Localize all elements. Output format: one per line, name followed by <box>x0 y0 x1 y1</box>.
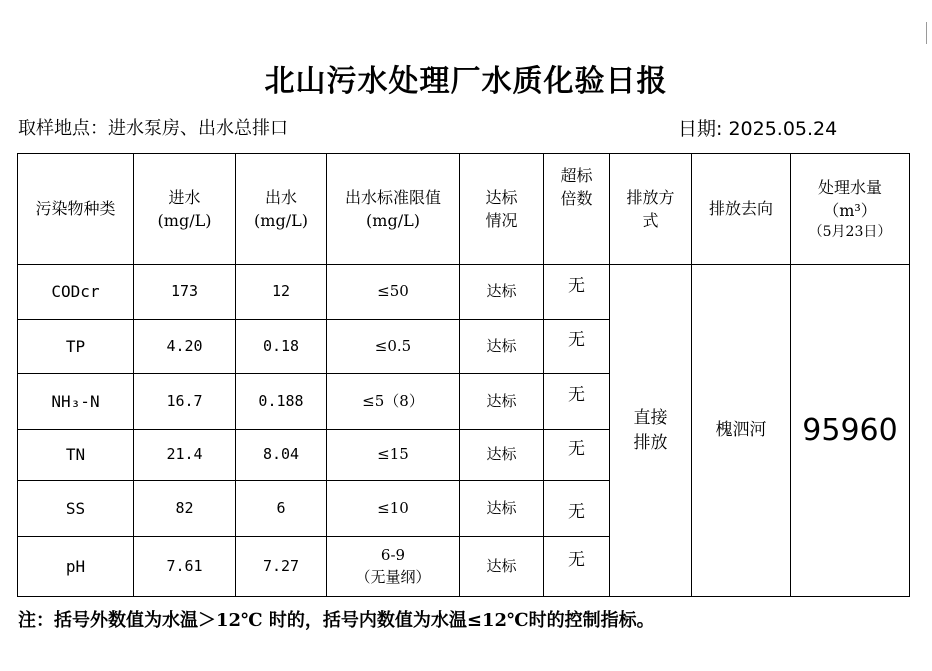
header-volume-unit: （m³） <box>823 200 877 220</box>
effluent-value: 0.18 <box>236 320 327 374</box>
exceed-value: 无 <box>568 275 585 296</box>
limit-value: ≤5（8） <box>327 374 460 430</box>
influent-value: 82 <box>134 481 236 537</box>
compliance-status: 达标 <box>460 265 544 320</box>
exceed-value: 无 <box>568 438 585 459</box>
pollutant-name: pH <box>18 537 134 597</box>
limit-value: ≤50 <box>327 265 460 320</box>
exceed-cell <box>544 374 610 430</box>
pollutant-name: SS <box>18 481 134 537</box>
limit-value: ≤0.5 <box>327 320 460 374</box>
header-compliance-line2: 情况 <box>485 211 518 230</box>
influent-value: 173 <box>134 265 236 320</box>
exceed-cell <box>544 481 610 537</box>
pollutant-name: TN <box>18 430 134 481</box>
header-method-line2: 式 <box>642 211 659 230</box>
effluent-value: 7.27 <box>236 537 327 597</box>
exceed-value: 无 <box>568 330 585 351</box>
table-row <box>18 265 910 320</box>
effluent-value: 12 <box>236 265 327 320</box>
effluent-value: 8.04 <box>236 430 327 481</box>
exceed-cell <box>544 430 610 481</box>
report-date: 日期: 2025.05.24 <box>678 118 838 140</box>
discharge-destination: 槐泗河 <box>692 265 791 597</box>
limit-value-cell <box>327 537 460 597</box>
header-limit-label: 出水标准限值 <box>344 187 441 207</box>
header-limit-unit: (mg/L) <box>366 211 420 230</box>
compliance-status: 达标 <box>460 374 544 430</box>
limit-value: ≤10 <box>327 481 460 537</box>
exceed-value: 无 <box>568 385 585 406</box>
effluent-value: 6 <box>236 481 327 537</box>
header-effluent-unit: (mg/L) <box>254 211 308 230</box>
header-pollutant-type: 污染物种类 <box>18 154 134 265</box>
header-exceed-line2: 倍数 <box>560 189 593 209</box>
header-method <box>610 154 692 265</box>
page-title: 北山污水处理厂水质化验日报 <box>264 64 668 99</box>
header-limit <box>327 154 460 265</box>
discharge-method-line1: 直接 <box>633 407 668 428</box>
header-influent-unit: (mg/L) <box>157 211 212 230</box>
table-header-row <box>18 154 910 265</box>
page-corner-mark <box>926 22 927 44</box>
header-exceed <box>544 154 610 265</box>
pollutant-name: TP <box>18 320 134 374</box>
pollutant-name: CODcr <box>18 265 134 320</box>
limit-value: 6-9 <box>380 545 406 564</box>
header-influent <box>134 154 236 265</box>
influent-value: 21.4 <box>134 430 236 481</box>
header-effluent-label: 出水 <box>264 187 297 207</box>
compliance-status: 达标 <box>460 537 544 597</box>
header-destination: 排放去向 <box>692 154 791 265</box>
treated-volume: 95960 <box>791 265 910 597</box>
header-effluent <box>236 154 327 265</box>
limit-value: ≤15 <box>327 430 460 481</box>
header-method-line1: 排放方 <box>626 187 675 207</box>
discharge-method <box>610 265 692 597</box>
water-quality-table <box>17 153 910 597</box>
pollutant-name: NH₃-N <box>18 374 134 430</box>
influent-value: 16.7 <box>134 374 236 430</box>
header-compliance <box>460 154 544 265</box>
effluent-value: 0.188 <box>236 374 327 430</box>
exceed-cell <box>544 320 610 374</box>
limit-note: （无量纲） <box>355 567 431 586</box>
footnote: 注：括号外数值为水温＞12℃ 时的，括号内数值为水温≤12℃时的控制指标。 <box>18 610 655 631</box>
exceed-cell <box>544 537 610 597</box>
sample-location: 取样地点：进水泵房、出水总排口 <box>18 118 288 139</box>
influent-value: 7.61 <box>134 537 236 597</box>
header-compliance-line1: 达标 <box>485 187 518 207</box>
compliance-status: 达标 <box>460 320 544 374</box>
header-influent-label: 进水 <box>168 187 201 207</box>
influent-value: 4.20 <box>134 320 236 374</box>
header-volume-date: （5月23日） <box>808 224 892 241</box>
compliance-status: 达标 <box>460 430 544 481</box>
compliance-status: 达标 <box>460 481 544 537</box>
exceed-cell <box>544 265 610 320</box>
discharge-method-line2: 排放 <box>633 432 668 453</box>
exceed-value: 无 <box>568 550 585 571</box>
header-exceed-line1: 超标 <box>560 166 593 185</box>
header-volume <box>791 154 910 265</box>
exceed-value: 无 <box>568 502 585 523</box>
header-volume-label: 处理水量 <box>817 177 882 197</box>
